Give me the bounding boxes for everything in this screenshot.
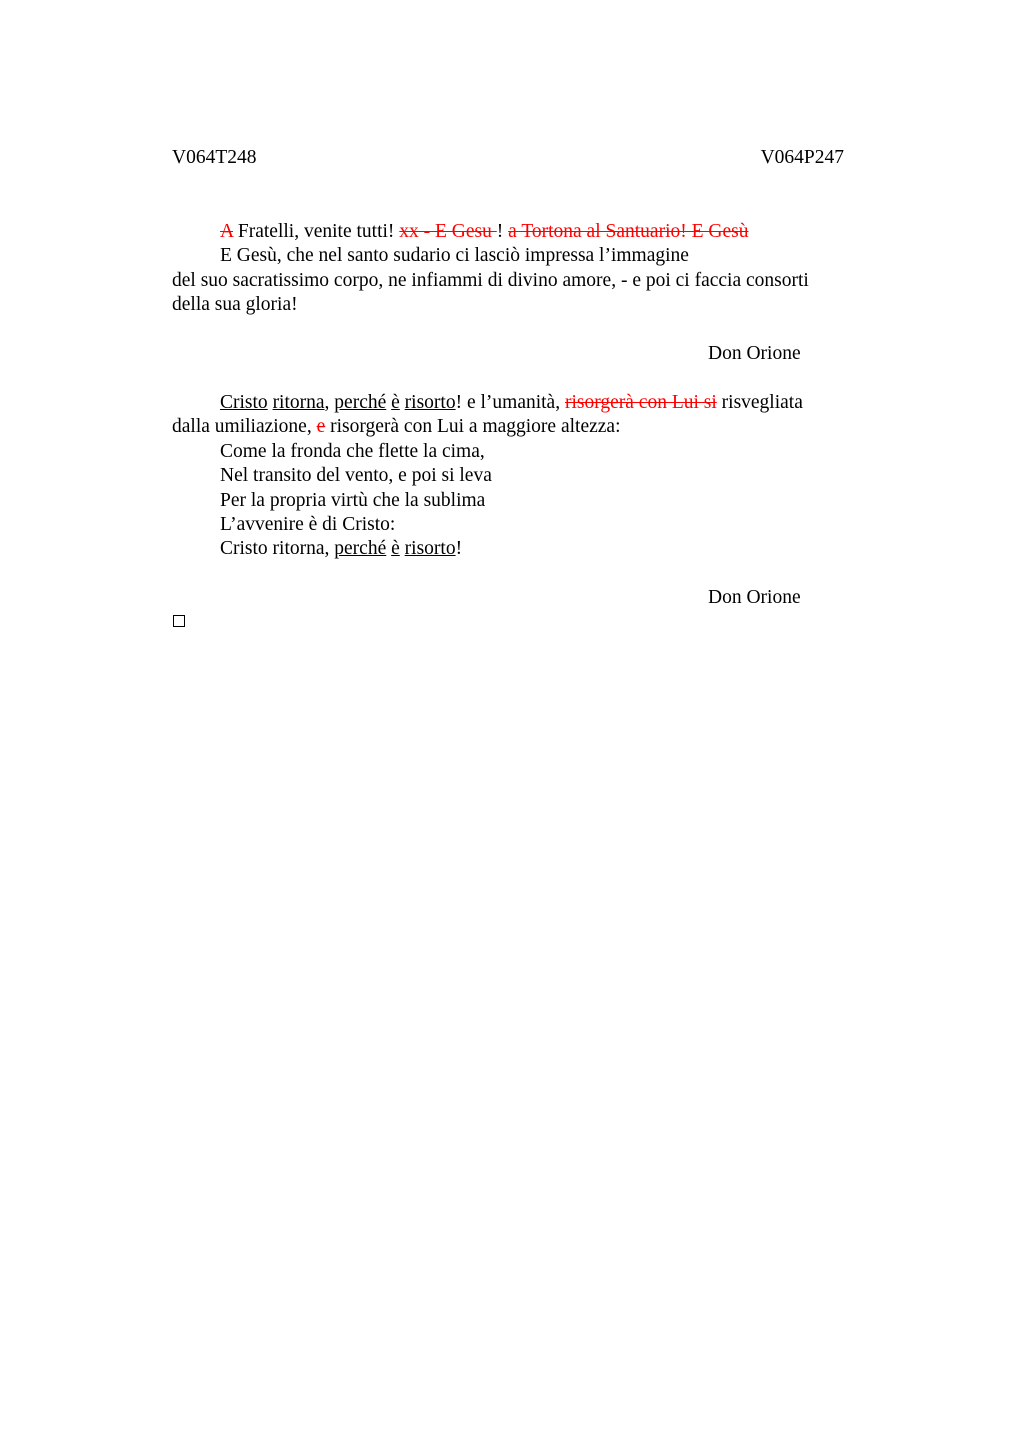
signature: Don Orione: [708, 587, 801, 608]
section2-line2: [172, 415, 621, 439]
poem-line: L’avvenire è di Cristo:: [220, 514, 396, 535]
underlined-word: è: [391, 538, 400, 559]
body-text: risvegliata: [716, 392, 803, 413]
poem-line: Come la fronda che flette la cima,: [220, 441, 485, 462]
underlined-word: risorto: [404, 392, 456, 413]
underlined-word: ritorna: [272, 392, 325, 413]
underlined-word: perché: [334, 392, 387, 413]
section1-line2: E Gesù, che nel santo sudario ci lasciò impressa l’immagine: [220, 245, 689, 266]
underlined-word: perché: [334, 538, 387, 559]
section1-line3: del suo sacratissimo corpo, ne infiammi di divino amore, - e poi ci faccia consorti: [172, 270, 809, 291]
checkbox-icon: [173, 615, 185, 627]
section1-line4: della sua gloria!: [172, 294, 298, 315]
deleted-text: xx - E Gesu: [399, 221, 497, 242]
deleted-text: risorgerà con Lui si: [564, 392, 717, 413]
poem-line: Nel transito del vento, e poi si leva: [220, 465, 492, 486]
poem-line: Per la propria virtù che la sublima: [220, 490, 486, 511]
section1-line1: [220, 220, 748, 244]
section2-last-line: [220, 537, 462, 561]
body-text: Fratelli, venite tutti!: [233, 221, 400, 242]
body-text: Cristo ritorna,: [220, 538, 335, 559]
section2-line1: [220, 391, 803, 415]
document-code-left: V064T248: [172, 147, 257, 168]
underlined-word: è: [391, 392, 400, 413]
underlined-word: risorto: [404, 538, 456, 559]
deleted-text: e: [316, 416, 326, 437]
body-text: !: [496, 221, 509, 242]
body-text: ! e l’umanità,: [455, 392, 565, 413]
body-text: risorgerà con Lui a maggiore altezza:: [325, 416, 621, 437]
underlined-word: Cristo: [220, 392, 268, 413]
body-text: dalla umiliazione,: [172, 416, 317, 437]
body-text: !: [455, 538, 463, 559]
deleted-text: a Tortona al Santuario! E Gesù: [508, 221, 749, 242]
document-code-right: V064P247: [760, 147, 844, 168]
deleted-text: A: [220, 221, 234, 242]
signature: Don Orione: [708, 343, 801, 364]
body-text: ,: [324, 392, 330, 413]
